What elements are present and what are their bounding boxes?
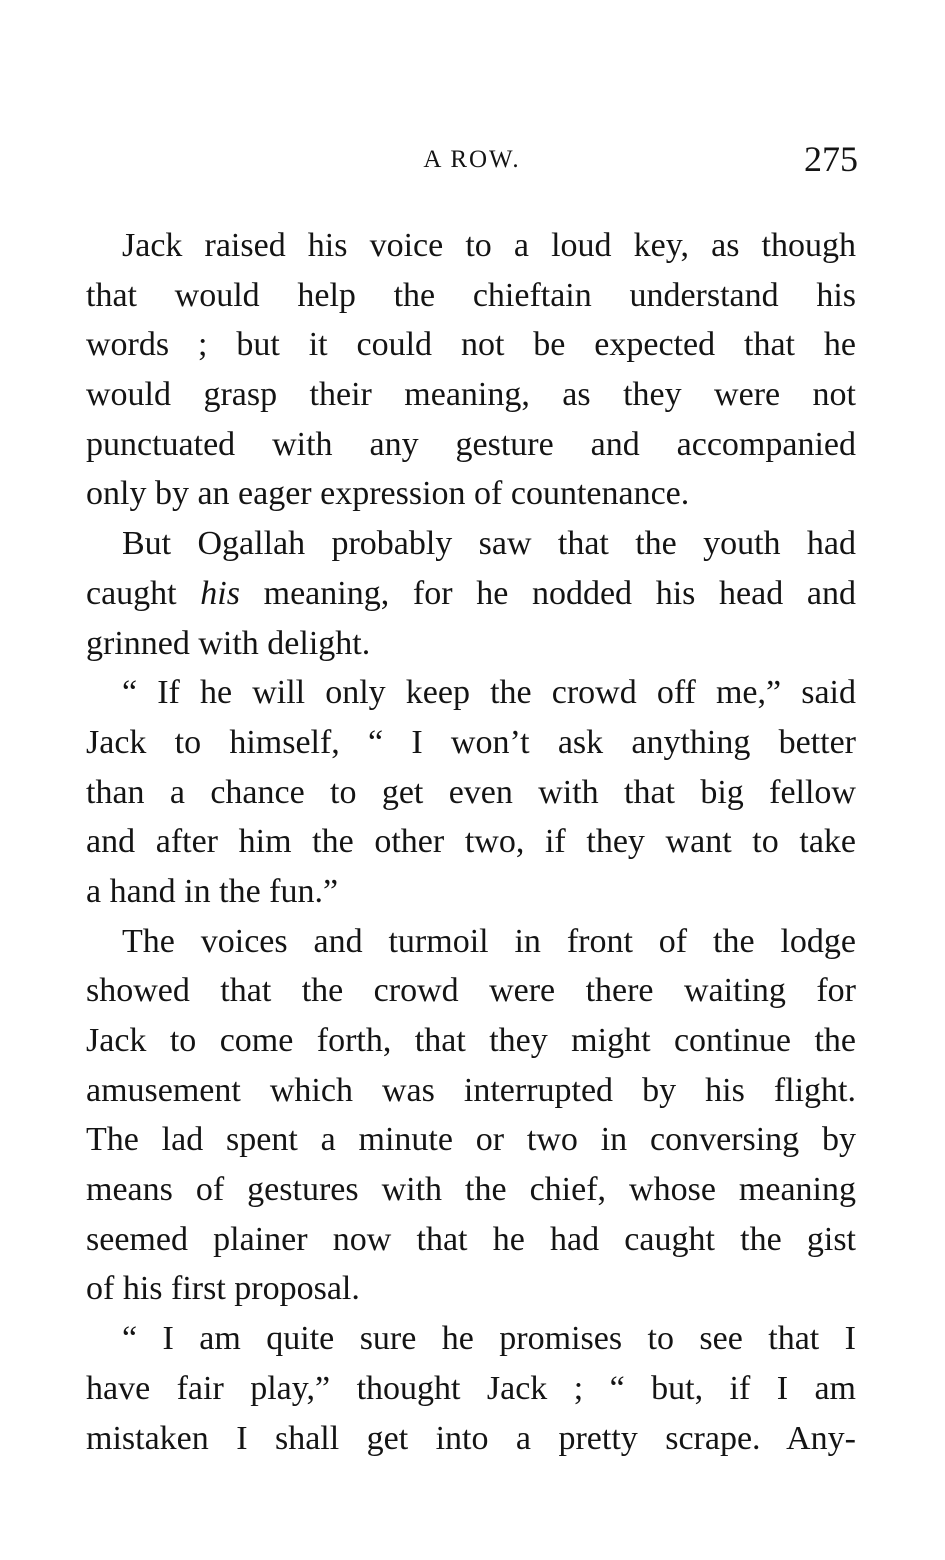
text-line: than a chance to get even with that big fellow: [86, 773, 856, 811]
paragraph: [86, 519, 856, 668]
text-line: words ; but it could not be expected that he: [86, 326, 856, 364]
text-line: that would help the chieftain understand his: [86, 276, 856, 314]
text-line: Jack to come forth, that they might continue the: [86, 1022, 856, 1059]
text-line: [86, 569, 856, 619]
text-line: showed that the crowd were there waiting for: [86, 972, 856, 1010]
italic-emphasis: his: [200, 574, 240, 612]
text-line: “ If he will only keep the crowd off me,” said: [122, 674, 856, 712]
text-line: only by an eager expression of countenance.: [86, 475, 690, 513]
paragraph: [86, 1314, 856, 1463]
text-line: mistaken I shall get into a pretty scrape. Any-: [86, 1419, 856, 1457]
text-run: caught: [86, 574, 201, 612]
paragraph: [86, 917, 856, 1315]
body-text: [86, 221, 856, 1463]
page-number: 275: [804, 139, 858, 179]
text-line: a hand in the fun.”: [86, 872, 339, 910]
text-line: Jack to himself, “ I won’t ask anything better: [86, 723, 856, 761]
text-line: But Ogallah probably saw that the youth had: [122, 525, 856, 563]
text-line: of his first proposal.: [86, 1270, 360, 1308]
running-head: [86, 138, 858, 182]
text-line: grinned with delight.: [86, 624, 371, 662]
text-line: The lad spent a minute or two in conversing by: [86, 1121, 856, 1159]
paragraph: [86, 668, 856, 916]
text-line: Jack raised his voice to a loud key, as though: [122, 227, 856, 264]
paragraph: [86, 221, 856, 519]
text-line: and after him the other two, if they want to take: [86, 823, 856, 861]
text-line: seemed plainer now that he had caught the gist: [86, 1220, 856, 1258]
text-line: have fair play,” thought Jack ; “ but, if I am: [86, 1369, 856, 1407]
text-line: punctuated with any gesture and accompanied: [86, 425, 856, 463]
running-title: A ROW.: [423, 146, 521, 173]
text-run: meaning, for he nodded his head and: [239, 574, 856, 612]
text-line: amusement which was interrupted by his flight.: [86, 1071, 856, 1109]
text-line: means of gestures with the chief, whose meaning: [86, 1171, 856, 1209]
text-line: The voices and turmoil in front of the lodge: [122, 922, 856, 960]
text-line: “ I am quite sure he promises to see that I: [122, 1320, 856, 1358]
text-line: would grasp their meaning, as they were not: [86, 376, 856, 414]
